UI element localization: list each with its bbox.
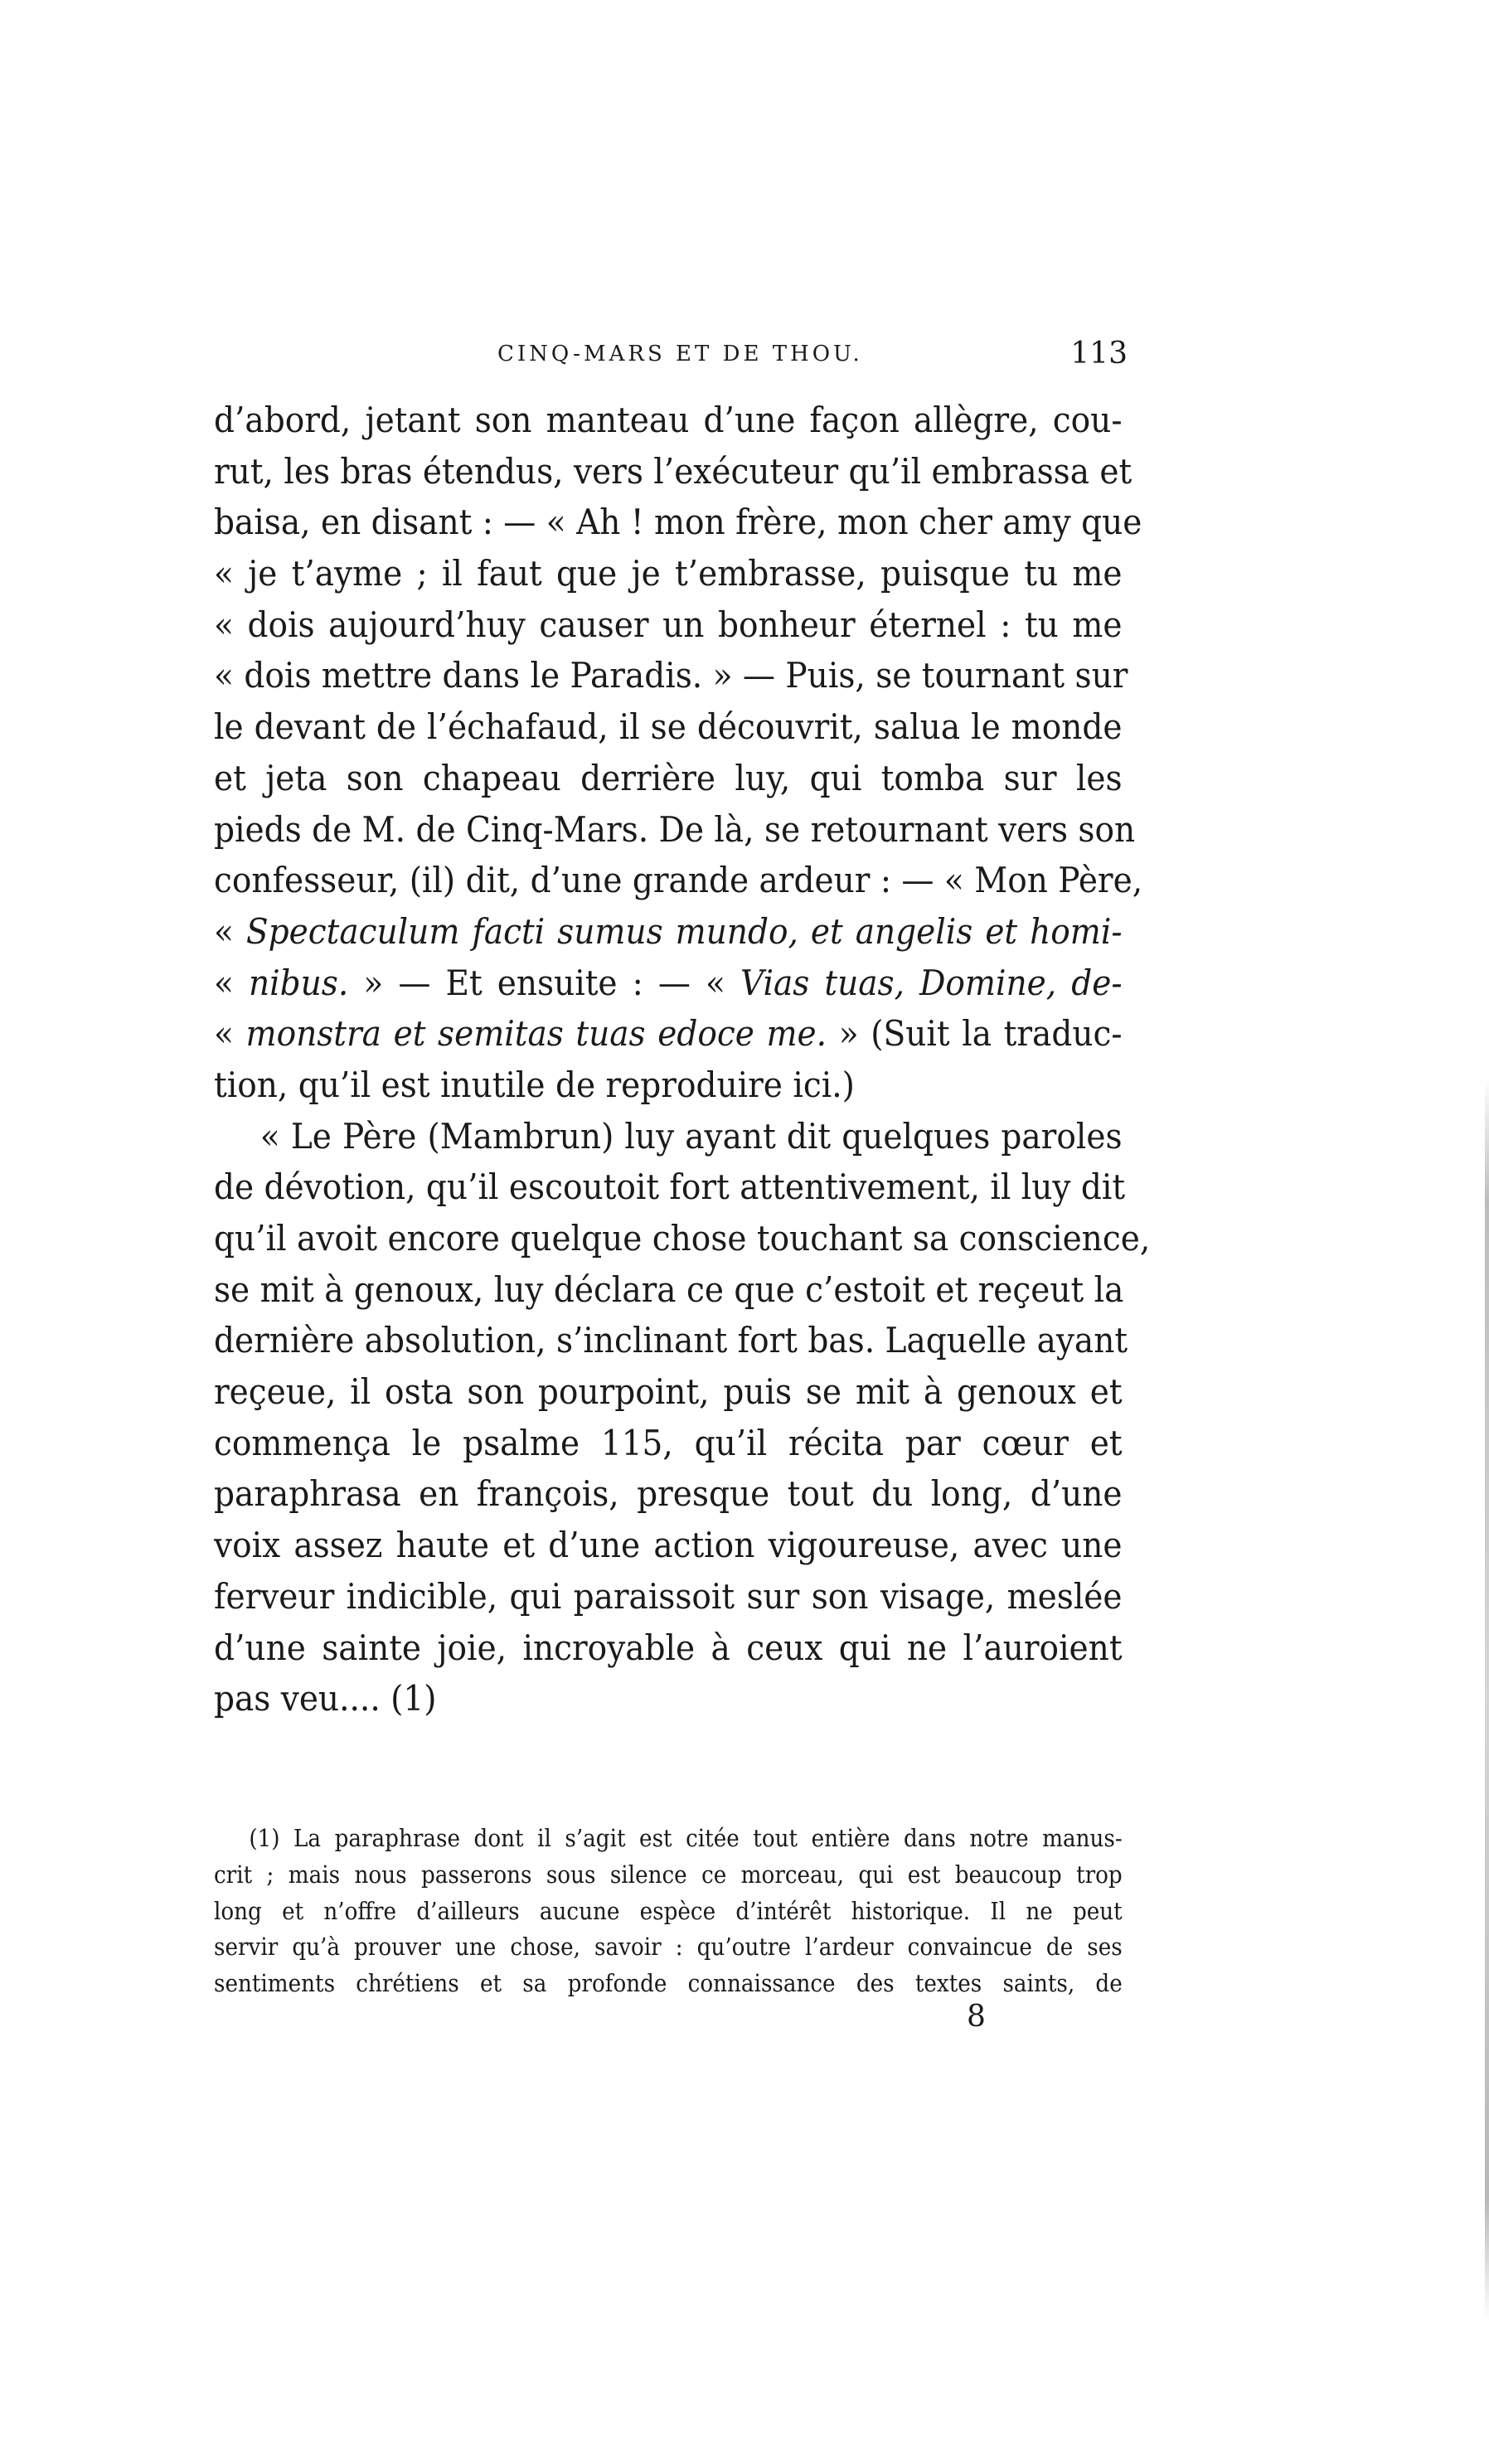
page-edge-shadow bbox=[1485, 1078, 1489, 2321]
footnote bbox=[214, 1821, 1123, 2002]
text-line: reçeue, il osta son pourpoint, puis se mit à genoux et bbox=[214, 1371, 1123, 1413]
text-line: voix assez haute et d’une action vigoureuse, avec une bbox=[214, 1525, 1123, 1566]
text-line: « dois mettre dans le Paradis. » — Puis, se tournant sur bbox=[214, 655, 1128, 696]
text-line-italic: « nibus. » — Et ensuite : — « Vias tuas, Domine, de- bbox=[214, 962, 1123, 1003]
page-header bbox=[497, 337, 1128, 383]
paragraph-start: « Le Père (Mambrun) luy ayant dit quelques paroles bbox=[259, 1115, 1123, 1157]
page-number: 113 bbox=[1070, 337, 1128, 371]
text-line: d’abord, jetant son manteau d’une façon allègre, cou- bbox=[214, 400, 1123, 440]
footnote-line: crit ; mais nous passerons sous silence ce morceau, qui est beaucoup trop bbox=[214, 1860, 1123, 1889]
text-line: qu’il avoit encore quelque chose touchant sa conscience, bbox=[214, 1218, 1151, 1259]
text-line: se mit à genoux, luy déclara ce que c’estoit et reçeut la bbox=[214, 1268, 1124, 1310]
footnote-line: (1) La paraphrase dont il s’agit est citée tout entière dans notre manus- bbox=[249, 1825, 1123, 1852]
text-line: « dois aujourd’huy causer un bonheur éternel : tu me bbox=[214, 604, 1123, 645]
text-line: tion, qu’il est inutile de reproduire ici.) bbox=[214, 1064, 855, 1105]
text-line: pieds de M. de Cinq-Mars. De là, se retournant vers son bbox=[214, 808, 1136, 850]
text-line: d’une sainte joie, incroyable à ceux qui ne l’auroient bbox=[214, 1627, 1123, 1668]
running-head: CINQ-MARS ET DE THOU. bbox=[497, 342, 863, 366]
text-line: baisa, en disant : — « Ah ! mon frère, mon cher amy que bbox=[214, 502, 1142, 543]
text-line: pas veu.... (1) bbox=[214, 1678, 437, 1719]
text-line: paraphrasa en françois, presque tout du long, d’une bbox=[214, 1473, 1123, 1515]
text-line: dernière absolution, s’inclinant fort bas. Laquelle ayant bbox=[214, 1320, 1128, 1361]
main-text bbox=[214, 395, 1151, 1724]
text-line: confesseur, (il) dit, d’une grande ardeur : — « Mon Père, bbox=[214, 860, 1143, 901]
text-line-italic: « Spectaculum facti sumus mundo, et angelis et homi- bbox=[214, 910, 1123, 952]
text-line: rut, les bras étendus, vers l’exécuteur qu’il embrassa et bbox=[214, 450, 1133, 492]
text-line: commença le psalme 115, qu’il récita par cœur et bbox=[214, 1422, 1123, 1463]
text-line: ferveur indicible, qui paraissoit sur son visage, meslée bbox=[214, 1575, 1123, 1617]
footnote-line: sentiments chrétiens et sa profonde connaissance des textes saints, de bbox=[214, 1970, 1123, 1998]
text-line: et jeta son chapeau derrière luy, qui tomba sur les bbox=[214, 757, 1123, 798]
text-line: le devant de l’échafaud, il se découvrit, salua le monde bbox=[214, 706, 1123, 748]
signature-mark: 8 bbox=[967, 2000, 986, 2034]
text-line-italic: « monstra et semitas tuas edoce me. » (Suit la traduc- bbox=[214, 1013, 1123, 1055]
footnote-line: servir qu’à prouver une chose, savoir : qu’outre l’ardeur convaincue de ses bbox=[214, 1933, 1123, 1962]
text-line: de dévotion, qu’il escoutoit fort attentivement, il luy dit bbox=[214, 1167, 1126, 1208]
text-line: « je t’ayme ; il faut que je t’embrasse, puisque tu me bbox=[214, 553, 1123, 594]
footnote-line: long et n’offre d’ailleurs aucune espèce d’intérêt historique. Il ne peut bbox=[214, 1897, 1123, 1925]
